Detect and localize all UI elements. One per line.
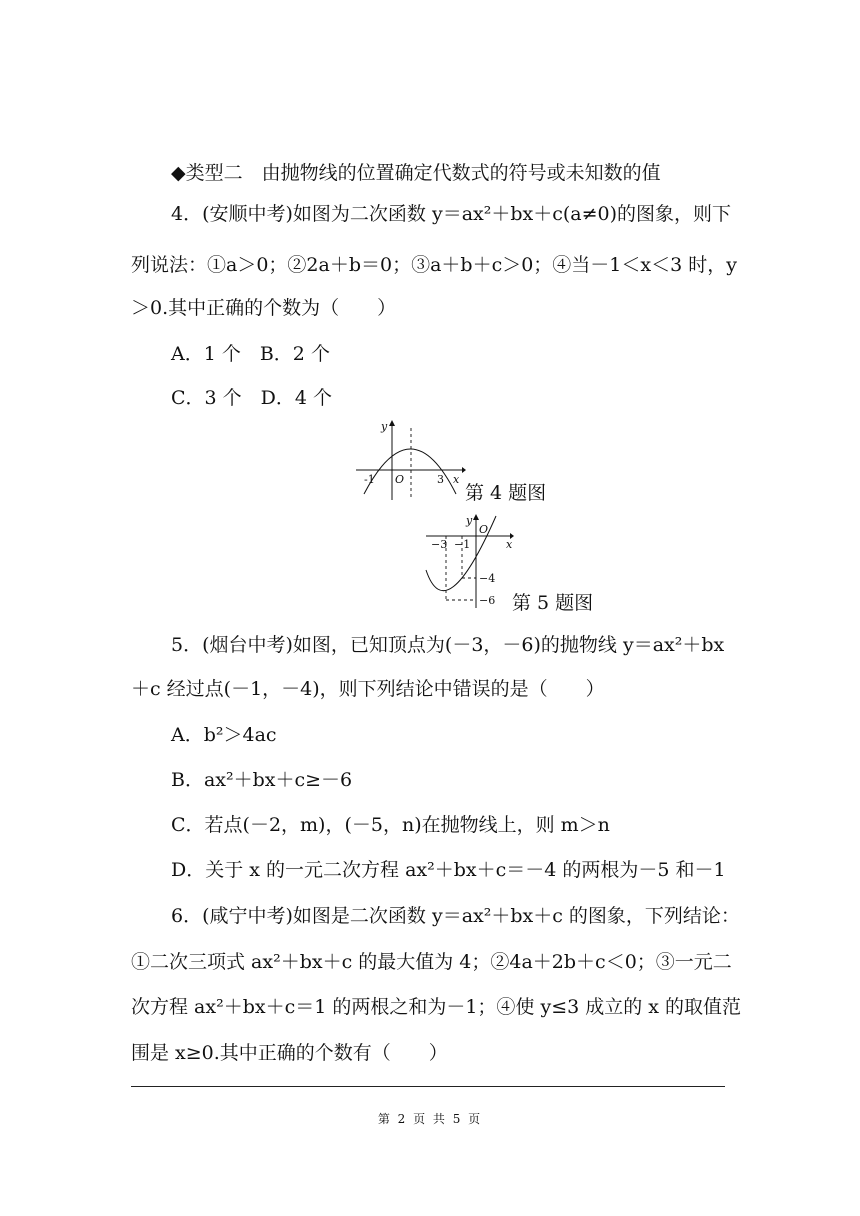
q5-neg6-label: −6 — [479, 594, 496, 607]
q5-y-axis-arrow — [473, 514, 479, 520]
q4-text-line-2: 列说法：①a＞0；②2a＋b＝0；③a＋b＋c＞0；④当－1＜x＜3 时，y — [131, 254, 737, 276]
q5-option-a: A．b²＞4ac — [171, 724, 277, 746]
q5-option-c: C．若点(－2，m)，(－5，n)在抛物线上，则 m＞n — [171, 814, 610, 836]
q5-figure-caption: 第 5 题图 — [512, 592, 594, 614]
q4-parabola-curve — [364, 449, 456, 494]
q4-parabola-figure — [356, 420, 466, 500]
q4-text-line-3: ＞0.其中正确的个数为（ ） — [131, 297, 397, 319]
q5-option-b: B．ax²＋bx＋c≥－6 — [171, 769, 353, 791]
q4-options-cd: C．3 个 D．4 个 — [171, 387, 333, 409]
q5-neg3-label: −3 — [431, 538, 448, 551]
section-heading: ◆类型二 由抛物线的位置确定代数式的符号或未知数的值 — [171, 162, 661, 184]
q5-x-label: x — [506, 538, 513, 551]
q5-neg1-label: −1 — [454, 538, 471, 551]
q4-y-label: y — [381, 420, 388, 433]
q5-neg4-label: −4 — [479, 572, 496, 585]
q5-y-label: y — [466, 514, 473, 527]
q6-text-line-3: 次方程 ax²＋bx＋c＝1 的两根之和为－1；④使 y≤3 成立的 x 的取值范 — [131, 996, 742, 1018]
q4-y-axis-arrow — [389, 420, 395, 426]
q4-text-line-1: 4．(安顺中考)如图为二次函数 y＝ax²＋bx＋c(a≠0)的图象，则下 — [171, 203, 732, 225]
q4-x-label: x — [453, 473, 460, 486]
q6-text-line-4: 围是 x≥0.其中正确的个数有（ ） — [131, 1042, 448, 1064]
q6-text-line-1: 6．(咸宁中考)如图是二次函数 y＝ax²＋bx＋c 的图象，下列结论： — [171, 905, 740, 927]
q5-text-line-2: ＋c 经过点(－1，－4)，则下列结论中错误的是（ ） — [131, 678, 605, 700]
q4-figure-caption: 第 4 题图 — [465, 482, 547, 504]
q4-neg1-label: -1 — [364, 473, 375, 486]
q4-options-ab: A．1 个 B．2 个 — [171, 343, 330, 365]
q4-three-label: 3 — [437, 473, 444, 486]
q5-text-line-1: 5．(烟台中考)如图，已知顶点为(－3，－6)的抛物线 y＝ax²＋bx — [171, 634, 725, 656]
q4-x-axis-arrow — [462, 467, 466, 473]
q5-parabola-figure — [424, 514, 524, 610]
footer-divider — [131, 1086, 725, 1087]
q4-origin-label: O — [395, 473, 405, 486]
q5-option-d: D．关于 x 的一元二次方程 ax²＋bx＋c＝－4 的两根为－5 和－1 — [171, 859, 726, 881]
q5-origin-label: O — [479, 523, 489, 536]
page-footer: 第 2 页 共 5 页 — [377, 1112, 483, 1126]
q6-text-line-2: ①二次三项式 ax²＋bx＋c 的最大值为 4；②4a＋2b＋c＜0；③一元二 — [131, 951, 732, 973]
